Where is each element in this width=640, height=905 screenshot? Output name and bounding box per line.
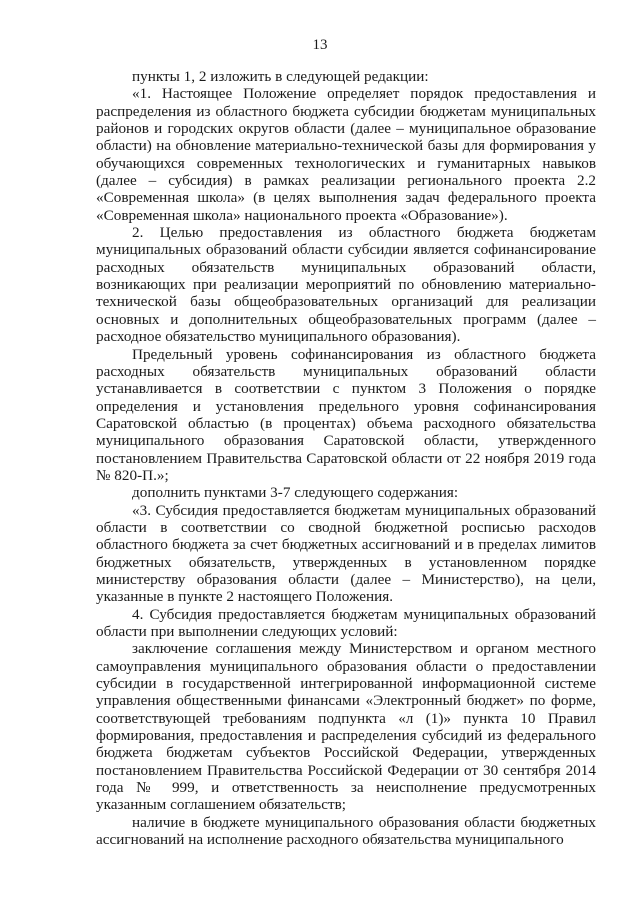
paragraph-clause-4: 4. Субсидия предоставляется бюджетам муниципальных образований области при выполнении следующих условий: [96,605,596,640]
page-number: 13 [312,37,328,53]
document-body [96,68,596,848]
paragraph-clause-2: 2. Целью предоставления из областного бюджета бюджетам муниципальных образований области субсидии является софинансирование расходных обязательств муниципальных образований области, возникающих при реализации мероприятий по обновлению материально-технической базы общеобразовательных организаций для реализации основных и дополнительных общеобразовательных программ (далее – расходное обязательство муниципального образования). [96,224,596,346]
paragraph-cofinancing-level: Предельный уровень софинансирования из областного бюджета расходных обязательств муниципальных образований области устанавливается в соответствии с пунктом 3 Положения о порядке определения и установления предельного уровня софинансирования Саратовской областью (в процентах) объема расходного обязательства муниципального образования Саратовской области, утвержденного постановлением Правительства Саратовской области от 22 ноября 2019 года № 820-П.»; [96,345,596,484]
paragraph-clause-3: «3. Субсидия предоставляется бюджетам муниципальных образований области в соответствии со сводной бюджетной росписью расходов областного бюджета за счет бюджетных ассигнований и в пределах лимитов бюджетных обязательств, утвержденных в установленном порядке министерству образования области (далее – Министерство), на цели, указанные в пункте 2 настоящего Положения. [96,501,596,606]
paragraph-clause-1: «1. Настоящее Положение определяет порядок предоставления и распределения из областного бюджета субсидии бюджетам муниципальных районов и городских округов области (далее – муниципальное образование области) на обновление материально-технической базы для формирования у обучающихся современных технологических и гуманитарных навыков (далее – субсидия) в рамках реализации регионального проекта 2.2 «Современная школа» (в целях выполнения задач федерального проекта «Современная школа» национального проекта «Образование»). [96,85,596,224]
paragraph-agreement-condition: заключение соглашения между Министерством и органом местного самоуправления муниципального образования области о предоставлении субсидии в государственной интегрированной информационной системе управления общественными финансами «Электронный бюджет» по форме, соответствующей требованиям подпункта «л (1)» пункта 10 Правил формирования, предоставления и распределения субсидий из федерального бюджета бюджетам субъектов Российской Федерации, утвержденных постановлением Правительства Российской Федерации от 30 сентября 2014 года № 999, и ответственность за неисполнение предусмотренных указанным соглашением обязательств; [96,640,596,814]
paragraph-intro: пункты 1, 2 изложить в следующей редакции: [132,68,429,85]
paragraph-budget-condition: наличие в бюджете муниципального образования области бюджетных ассигнований на исполнение расходного обязательства муниципального [96,813,596,849]
paragraph-add-clauses: дополнить пунктами 3-7 следующего содержания: [132,484,459,502]
